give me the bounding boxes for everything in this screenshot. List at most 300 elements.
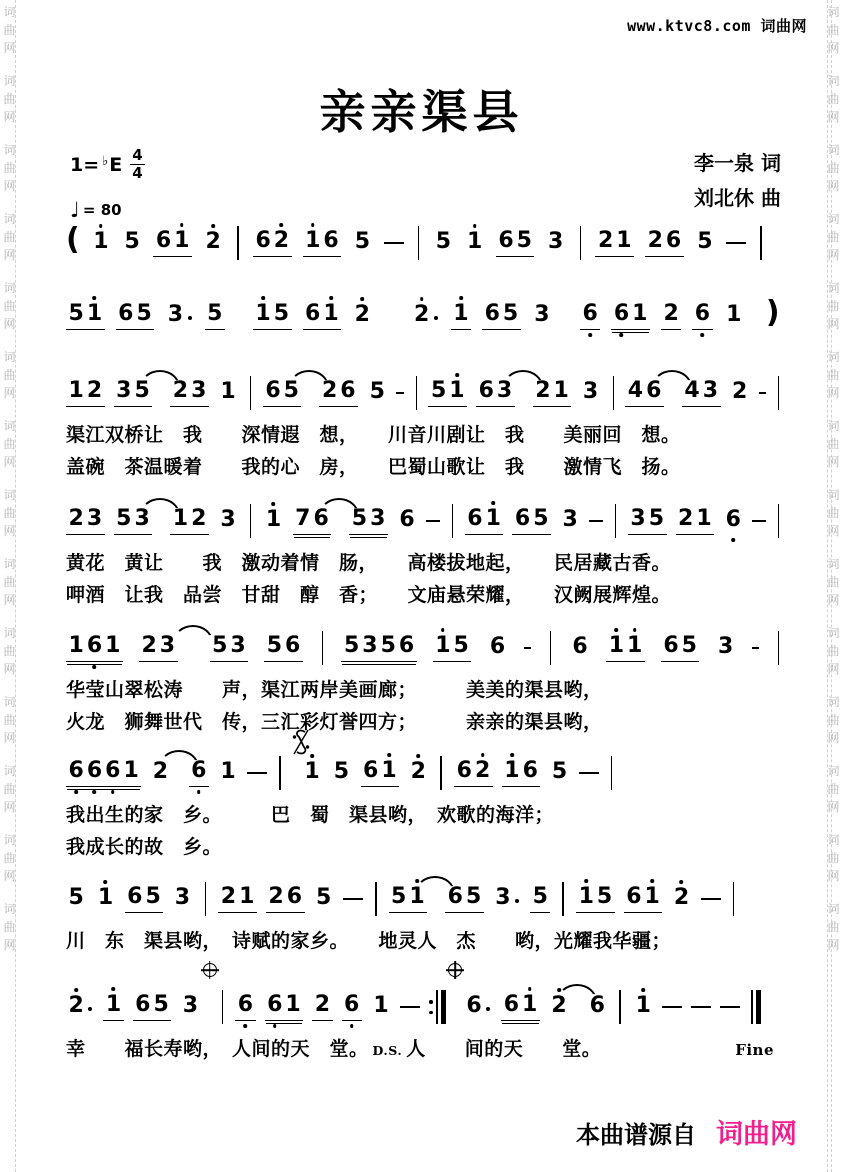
note: 2 — [647, 228, 663, 254]
watermark-char: 网 — [827, 800, 840, 814]
watermark-char: 词 — [3, 281, 16, 295]
note-group — [465, 507, 504, 534]
note: 5 — [316, 884, 332, 910]
song-title: 亲亲渠县 — [319, 85, 524, 139]
note-group — [265, 993, 304, 1020]
watermark-char: 网 — [3, 593, 16, 607]
watermark-char: 网 — [827, 524, 840, 538]
note-group — [303, 229, 342, 256]
note-group — [580, 302, 600, 329]
note: 5 — [453, 633, 469, 659]
note: 3 — [116, 378, 132, 404]
watermark-char: 网 — [3, 248, 16, 262]
note-group — [116, 302, 155, 329]
dash-note — [247, 772, 267, 775]
watermark-char: 曲 — [827, 230, 840, 244]
note: 2 — [141, 633, 157, 659]
quarter-note-icon: ♩ — [70, 198, 80, 222]
dash-note — [400, 1006, 420, 1009]
watermark-char: 词 — [3, 419, 16, 433]
note-group — [587, 994, 607, 1020]
notation-line — [66, 984, 782, 1030]
note: 1 — [381, 758, 397, 784]
note: 3 — [362, 633, 378, 659]
note: 1 — [616, 228, 632, 254]
note: 2 — [474, 758, 491, 784]
note-group — [570, 635, 590, 661]
note: 1 — [305, 228, 321, 254]
note-group — [730, 380, 750, 406]
note: 1 — [285, 992, 301, 1018]
watermark-char: 词 — [3, 902, 16, 916]
watermark-text-group — [827, 348, 839, 402]
watermark-char: 曲 — [3, 644, 16, 658]
watermark-char: 曲 — [827, 161, 840, 175]
barline — [237, 226, 239, 260]
note: 2 — [172, 378, 189, 404]
watermark-text-group — [3, 72, 15, 126]
note: 1 — [522, 992, 538, 1018]
note: 6 — [725, 506, 741, 532]
note-group — [433, 634, 472, 661]
note: 5 — [145, 884, 161, 910]
note: 5 — [354, 228, 371, 254]
watermark-char: 网 — [827, 41, 840, 55]
note: 3 — [630, 506, 646, 532]
time-bottom: 4 — [132, 164, 143, 182]
source-footer — [576, 1112, 797, 1151]
key-note: E — [109, 154, 123, 176]
note: 1 — [239, 884, 255, 910]
note-group — [493, 886, 521, 912]
watermark-char: 网 — [827, 869, 840, 883]
note-group — [352, 303, 372, 329]
watermark-char: 网 — [827, 731, 840, 745]
notation-line — [66, 876, 782, 922]
watermark-char: 曲 — [3, 92, 16, 106]
lyric-line: 盖碗 茶温暖着 我的心 房， 巴蜀山歌让 我 激情飞 扬。 — [66, 456, 681, 479]
note-group — [125, 885, 164, 912]
note-group — [487, 635, 507, 661]
note-group — [723, 508, 743, 534]
barline — [778, 376, 779, 410]
note: 2 — [354, 301, 370, 327]
watermark-char: 词 — [827, 764, 840, 778]
watermark-char: 词 — [3, 833, 16, 847]
notation-line — [66, 498, 782, 544]
barline — [733, 882, 735, 916]
watermark-text-group — [3, 3, 15, 57]
watermark-text-group — [3, 831, 15, 885]
watermark-char: 词 — [827, 5, 840, 19]
note: 1 — [323, 301, 339, 327]
watermark-text-group — [827, 900, 839, 954]
note-group — [532, 303, 552, 329]
barline — [611, 756, 613, 790]
note: 1 — [608, 633, 624, 659]
note-group — [218, 508, 238, 534]
note: 6 — [489, 633, 506, 659]
note-group — [253, 302, 292, 329]
dash-note — [396, 392, 403, 395]
watermark-char: 词 — [827, 74, 840, 88]
note-group — [165, 303, 193, 329]
dash-note — [752, 647, 760, 650]
watermark-text-group — [3, 762, 15, 816]
note-group — [331, 760, 351, 786]
note-group — [502, 759, 541, 786]
watermark-char: 网 — [827, 110, 840, 124]
augmentation-dot — [88, 1007, 92, 1011]
note: 3 — [496, 378, 513, 404]
watermark-char: 词 — [827, 488, 840, 502]
note: 2 — [205, 228, 221, 254]
note: 6 — [313, 506, 329, 532]
note: 5 — [207, 301, 223, 327]
music-system — [66, 370, 782, 480]
note: 1 — [578, 884, 594, 910]
note: 3 — [230, 633, 246, 659]
note-group — [264, 634, 303, 661]
lyric-line: 黄花 黄让 我 激动着情 肠， 高楼拔地起， 民居藏古香。 — [66, 552, 672, 574]
barline — [452, 504, 453, 538]
footer-brand: 词曲网 — [716, 1119, 797, 1150]
note: 6 — [613, 301, 630, 327]
watermark-text-group — [3, 141, 15, 195]
note: 6 — [498, 228, 514, 254]
note-group — [692, 302, 712, 329]
note: 3 — [134, 506, 150, 532]
note: 2 — [597, 228, 614, 254]
note: 6 — [466, 992, 482, 1018]
element — [441, 990, 446, 1024]
watermark-text-group — [827, 762, 839, 816]
note: 2 — [220, 884, 237, 910]
note: 5 — [134, 378, 150, 404]
note: 1 — [632, 301, 648, 327]
lyric-line: 我出生的家 乡。 巴 蜀 渠县哟， 欢歌的海洋； — [66, 804, 555, 826]
watermark-char: 曲 — [3, 851, 16, 865]
note: 6 — [323, 228, 339, 254]
note: 2 — [732, 378, 748, 404]
watermark-text-group — [827, 486, 839, 540]
watermark-char: 词 — [3, 5, 16, 19]
note-group — [560, 508, 580, 534]
watermark-column-right — [825, 0, 842, 1172]
note-group — [266, 885, 305, 912]
music-system — [66, 876, 782, 954]
note-group — [606, 634, 645, 661]
note: 1 — [68, 633, 84, 659]
note: 5 — [124, 228, 140, 254]
watermark-char: 词 — [3, 626, 16, 640]
element — [429, 1011, 433, 1015]
note: 6 — [582, 301, 598, 327]
note: 1 — [93, 228, 109, 254]
watermark-char: 网 — [827, 179, 840, 193]
watermark-text-group — [3, 279, 15, 333]
barline — [550, 631, 551, 665]
watermark-char: 网 — [827, 662, 840, 676]
note: 5 — [551, 758, 568, 784]
watermark-char: 曲 — [3, 506, 16, 520]
augmentation-dot — [515, 899, 519, 903]
dash-note — [691, 1006, 711, 1009]
lyric-text: 人 间的天 堂。 — [406, 1038, 602, 1060]
watermark-char: 网 — [3, 386, 16, 400]
dash-note — [720, 1006, 740, 1009]
note-group — [549, 760, 569, 786]
note: 6 — [646, 378, 662, 404]
augmentation-dot — [188, 316, 192, 320]
lyric-line: 火龙 狮舞世代 传，三汇彩灯誉四方； 亲亲的渠县哟， — [66, 711, 603, 734]
watermark-text-group — [827, 417, 839, 471]
note: 1 — [105, 992, 122, 1018]
watermark-char: 曲 — [827, 851, 840, 865]
barline — [416, 376, 417, 410]
site-url-header: www.ktvc8.com 词曲网 — [627, 17, 807, 35]
watermark-char: 网 — [3, 179, 16, 193]
note-group — [170, 507, 209, 534]
watermark-char: 词 — [827, 350, 840, 364]
note-group — [433, 230, 453, 256]
note: 1 — [304, 758, 320, 784]
note: 6 — [398, 633, 415, 659]
dash-note — [701, 898, 721, 901]
watermark-char: 词 — [3, 143, 16, 157]
note: 5 — [136, 301, 152, 327]
dash-note — [589, 520, 602, 523]
note: 6 — [86, 758, 103, 784]
tempo-value: = 80 — [82, 201, 122, 219]
note: 5 — [212, 633, 228, 659]
watermark-char: 网 — [3, 317, 16, 331]
watermark-char: 网 — [3, 938, 16, 952]
note: 5 — [435, 228, 452, 254]
note-group — [303, 302, 342, 329]
watermark-text-group — [827, 210, 839, 264]
watermark-text-group — [827, 555, 839, 609]
note: 2 — [673, 884, 690, 910]
note: 2 — [551, 992, 567, 1018]
note: 2 — [410, 758, 426, 784]
note: 3 — [174, 884, 191, 910]
note: 5 — [369, 378, 385, 404]
note: 1 — [68, 378, 84, 404]
note: 1 — [453, 301, 469, 327]
watermark-text-group — [3, 624, 15, 678]
watermark-char: 曲 — [3, 299, 16, 313]
note: 5 — [68, 884, 84, 910]
watermark-char: 曲 — [827, 575, 840, 589]
footer-prefix: 本曲谱源自 — [576, 1121, 696, 1149]
note: 6 — [467, 506, 483, 532]
dash-note — [426, 520, 439, 523]
barline — [250, 504, 251, 538]
note: 6 — [478, 378, 494, 404]
note: 5 — [430, 378, 447, 404]
watermark-char: 曲 — [827, 644, 840, 658]
note: 3 — [167, 301, 184, 327]
note-group — [628, 507, 667, 534]
note-group — [180, 994, 200, 1020]
notation-line — [66, 370, 782, 416]
note-group — [302, 760, 322, 786]
flat-sign: ♭ — [102, 153, 109, 169]
music-system — [66, 293, 782, 339]
note: 5 — [153, 992, 169, 1018]
note-group — [611, 302, 650, 329]
lyric-line — [66, 1037, 782, 1062]
note-group — [103, 993, 123, 1020]
note: 1 — [220, 758, 236, 784]
note: 3 — [191, 378, 207, 404]
note: 5 — [116, 506, 132, 532]
watermark-char: 词 — [827, 212, 840, 226]
note: 6 — [255, 228, 271, 254]
note-group — [218, 380, 238, 406]
note-group — [512, 507, 551, 534]
watermark-char: 词 — [827, 902, 840, 916]
note: 5 — [502, 301, 519, 327]
watermark-char: 曲 — [827, 92, 840, 106]
music-system — [66, 984, 782, 1062]
note: 3 — [702, 378, 719, 404]
watermark-text-group — [3, 417, 15, 471]
note-group — [203, 230, 223, 256]
watermark-char: 曲 — [827, 782, 840, 796]
note: 2 — [86, 378, 103, 404]
note: 1 — [435, 633, 451, 659]
watermark-char: 词 — [3, 695, 16, 709]
note: 1 — [467, 228, 483, 254]
dash-note — [752, 520, 765, 523]
note: 1 — [373, 992, 389, 1018]
note-group — [342, 993, 362, 1020]
note: 1 — [635, 992, 651, 1018]
note-group — [661, 302, 681, 329]
watermark-char: 词 — [3, 557, 16, 571]
note-group — [66, 634, 123, 661]
barline — [760, 226, 762, 260]
note-group — [66, 379, 105, 406]
notation-line — [66, 220, 782, 266]
notation-line — [66, 293, 782, 339]
note: 6 — [447, 884, 463, 910]
note: 3 — [547, 228, 564, 254]
watermark-char: 曲 — [3, 368, 16, 382]
watermark-char: 曲 — [3, 713, 16, 727]
watermark-text-group — [827, 624, 839, 678]
dash-note — [726, 242, 746, 245]
watermark-char: 曲 — [827, 23, 840, 37]
dash-note — [579, 772, 599, 775]
watermark-char: 曲 — [3, 161, 16, 175]
note-group — [445, 885, 484, 912]
note: 6 — [456, 758, 472, 784]
note: 6 — [572, 633, 588, 659]
note: 6 — [663, 633, 679, 659]
watermark-char: 网 — [827, 938, 840, 952]
note: 5 — [343, 633, 360, 659]
note: 2 — [321, 378, 338, 404]
watermark-char: 词 — [827, 557, 840, 571]
note: 3 — [534, 301, 550, 327]
notation-line — [66, 750, 782, 796]
watermark-char: 曲 — [827, 299, 840, 313]
ds-marking: D.S. — [372, 1043, 403, 1058]
note-group — [545, 230, 565, 256]
note-group — [66, 759, 141, 786]
element — [203, 963, 217, 977]
note: 1 — [553, 378, 569, 404]
note: 6 — [135, 992, 151, 1018]
note: 7 — [295, 506, 311, 532]
watermark-char: 曲 — [3, 920, 16, 934]
note: 2 — [535, 378, 551, 404]
barline — [279, 756, 281, 790]
note: 1 — [485, 506, 501, 532]
note: 5 — [648, 506, 665, 532]
note: 6 — [344, 992, 360, 1018]
note-group — [210, 634, 249, 661]
lyric-line: 我成长的故 乡。 — [66, 836, 223, 859]
note-group — [341, 634, 416, 661]
note: 1 — [172, 506, 189, 532]
note-group — [661, 634, 700, 661]
note-group — [253, 229, 292, 256]
barline — [418, 226, 420, 260]
note: 1 — [97, 884, 114, 910]
note: 6 — [86, 633, 103, 659]
lyric-line: 呷酒 让我 品尝 甘甜 醇 香； 文庙悬荣耀， 汉阙展辉煌。 — [66, 584, 672, 607]
note: 2 — [413, 301, 430, 327]
note-group — [371, 994, 391, 1020]
augmentation-dot — [486, 1007, 490, 1011]
note-group — [533, 379, 572, 406]
note: 3 — [582, 378, 599, 404]
note: 2 — [273, 228, 290, 254]
note-group — [464, 994, 492, 1020]
note-group — [235, 993, 255, 1020]
barline — [778, 631, 779, 665]
music-system — [66, 498, 782, 608]
note: 1 — [86, 301, 103, 327]
note-group — [153, 229, 192, 256]
note-group — [496, 229, 535, 256]
watermark-char: 网 — [827, 317, 840, 331]
music-system — [66, 625, 782, 735]
note: 6 — [68, 758, 84, 784]
lyric-line: 华莹山翠松涛 声，渠江两岸美画廊； 美美的渠县哟， — [66, 679, 603, 701]
watermark-char: 词 — [3, 212, 16, 226]
note: 6 — [105, 758, 121, 784]
note: 1 — [105, 633, 121, 659]
note-group — [428, 379, 467, 406]
barline — [440, 756, 442, 790]
watermark-char: 词 — [3, 488, 16, 502]
watermark-char: 网 — [3, 662, 16, 676]
note-group — [91, 230, 111, 256]
note-group — [576, 885, 615, 912]
watermark-char: 曲 — [827, 506, 840, 520]
barline — [615, 504, 616, 538]
element — [756, 990, 761, 1024]
note-group — [66, 886, 86, 912]
note-group — [482, 302, 521, 329]
note-group — [170, 379, 209, 406]
watermark-char: 网 — [3, 110, 16, 124]
